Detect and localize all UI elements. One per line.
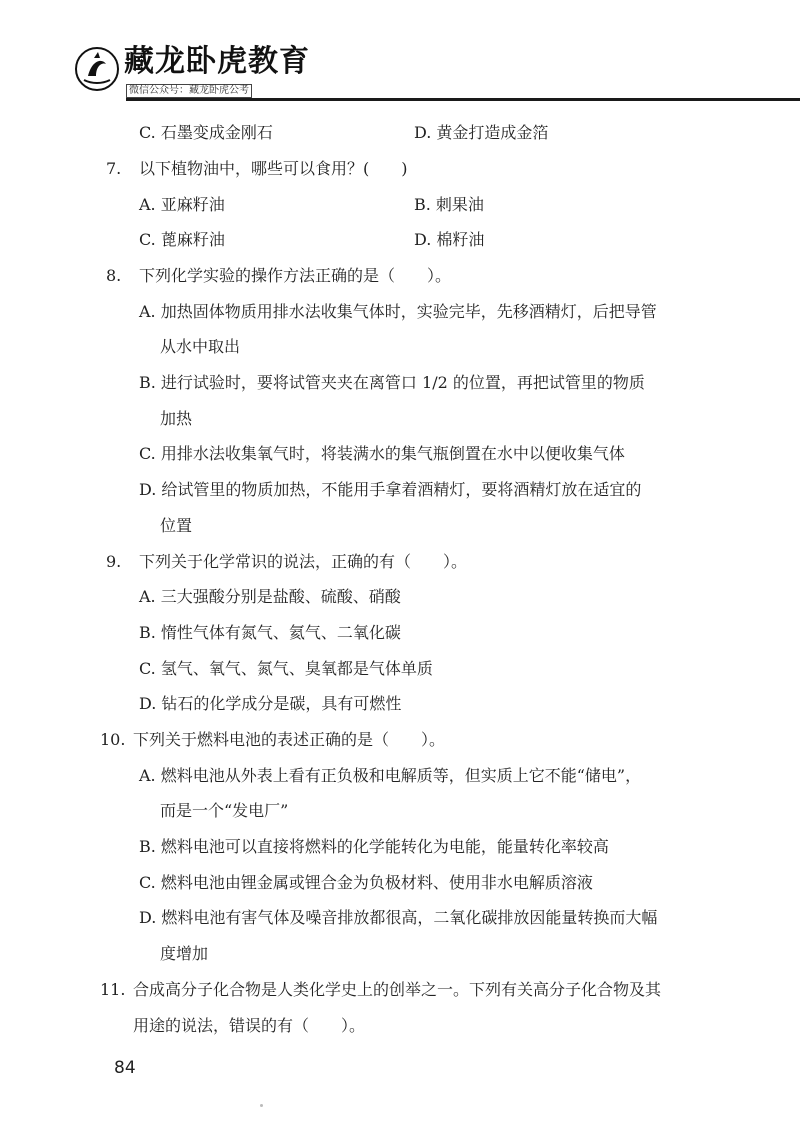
q7-number: 7.	[106, 159, 122, 178]
q10-option-d-cont: 度增加	[160, 944, 209, 963]
q8-option-c: C. 用排水法收集氧气时，将装满水的集气瓶倒置在水中以便收集气体	[139, 444, 625, 463]
q11-number: 11.	[100, 980, 126, 999]
q7-stem: 以下植物油中，哪些可以食用？( )	[139, 159, 408, 178]
q6-option-c: C. 石墨变成金刚石	[139, 123, 273, 142]
brand-subtitle: 微信公众号：藏龙卧虎公考	[126, 84, 252, 98]
q8-option-a: A. 加热固体物质用排水法收集气体时，实验完毕，先移酒精灯，后把导管	[139, 302, 657, 321]
brand-title: 藏龙卧虎教育	[124, 44, 310, 79]
q8-option-d: D. 给试管里的物质加热，不能用手拿着酒精灯，要将酒精灯放在适宜的	[139, 480, 642, 499]
q8-option-a-cont: 从水中取出	[160, 337, 241, 356]
q10-option-b: B. 燃料电池可以直接将燃料的化学能转化为电能，能量转化率较高	[139, 837, 609, 856]
q11-stem-cont: 用途的说法，错误的有（ ）。	[133, 1016, 366, 1035]
q9-option-b: B. 惰性气体有氮气、氦气、二氧化碳	[139, 623, 401, 642]
q9-option-d: D. 钻石的化学成分是碳，具有可燃性	[139, 694, 402, 713]
q6-option-d: D. 黄金打造成金箔	[414, 123, 549, 142]
q7-option-b: B. 刺果油	[414, 195, 484, 214]
q10-option-d: D. 燃料电池有害气体及噪音排放都很高，二氧化碳排放因能量转换而大幅	[139, 908, 658, 927]
q9-number: 9.	[106, 552, 122, 571]
dragon-logo-icon	[74, 46, 120, 92]
q10-option-a: A. 燃料电池从外表上看有正负极和电解质等，但实质上它不能“储电”，	[139, 766, 642, 785]
q8-option-b-cont: 加热	[160, 409, 193, 428]
q10-option-a-cont: 而是一个“发电厂”	[160, 801, 289, 820]
page-number: 84	[114, 1058, 136, 1078]
q9-option-a: A. 三大强酸分别是盐酸、硫酸、硝酸	[139, 587, 401, 606]
scan-speck	[260, 1104, 263, 1107]
q10-option-c: C. 燃料电池由锂金属或锂合金为负极材料、使用非水电解质溶液	[139, 873, 593, 892]
header-rule	[126, 98, 800, 101]
q7-option-a: A. 亚麻籽油	[139, 195, 225, 214]
q8-option-b: B. 进行试验时，要将试管夹夹在离管口 1/2 的位置，再把试管里的物质	[139, 373, 645, 392]
q10-stem: 下列关于燃料电池的表述正确的是（ ）。	[133, 730, 446, 749]
page-header	[0, 0, 800, 108]
q9-stem: 下列关于化学常识的说法，正确的有（ ）。	[139, 552, 468, 571]
q10-number: 10.	[100, 730, 126, 749]
q8-option-d-cont: 位置	[160, 516, 193, 535]
q8-number: 8.	[106, 266, 122, 285]
q9-option-c: C. 氢气、氧气、氮气、臭氧都是气体单质	[139, 659, 433, 678]
q8-stem: 下列化学实验的操作方法正确的是（ ）。	[139, 266, 452, 285]
q7-option-d: D. 棉籽油	[414, 230, 485, 249]
q7-option-c: C. 蓖麻籽油	[139, 230, 225, 249]
q11-stem: 合成高分子化合物是人类化学史上的创举之一。下列有关高分子化合物及其	[133, 980, 662, 999]
